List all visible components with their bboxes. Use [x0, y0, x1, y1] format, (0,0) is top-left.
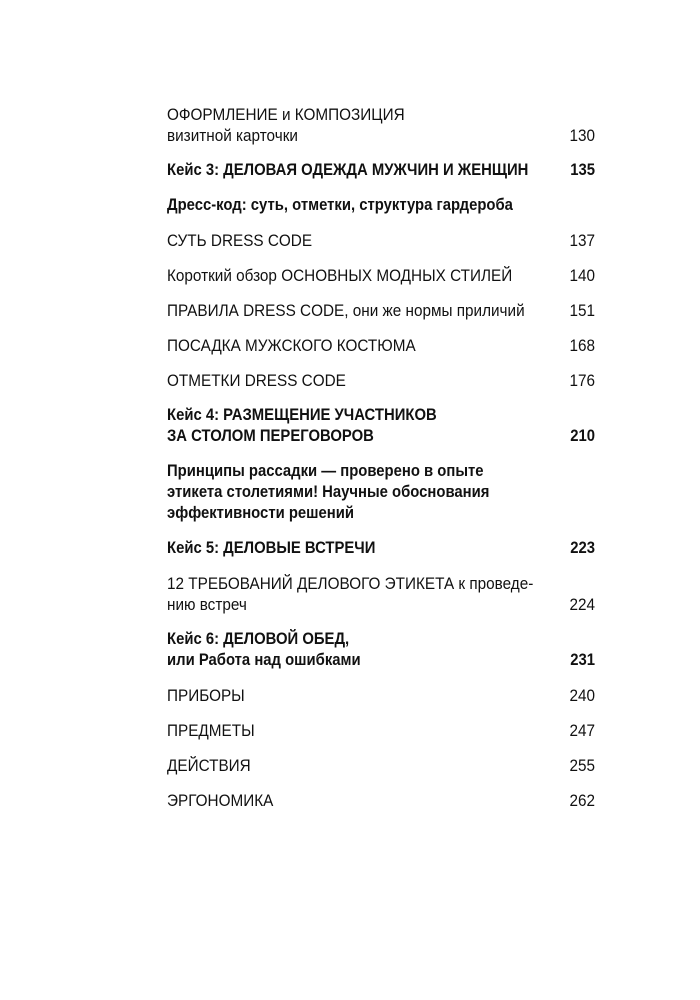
table-of-contents	[167, 104, 595, 825]
toc-entry[interactable]	[167, 104, 595, 146]
toc-entry-title	[167, 720, 498, 741]
toc-title-line: Принципы рассадки — проверено в опыте	[167, 462, 484, 480]
toc-entry-title	[167, 405, 498, 447]
toc-case-entry[interactable]	[167, 629, 595, 671]
toc-page-number: 176	[569, 371, 595, 390]
toc-entry[interactable]	[167, 230, 595, 251]
toc-title-line: эффективности решений	[167, 504, 355, 522]
toc-page-number: 240	[569, 686, 595, 705]
toc-title-line: Кейс 3: ДЕЛОВАЯ ОДЕЖДА МУЖЧИН И ЖЕНЩИН	[167, 161, 529, 179]
toc-title-line: 12 ТРЕБОВАНИЙ ДЕЛОВОГО ЭТИКЕТА к проведе-	[167, 574, 534, 593]
toc-entry-title	[167, 629, 498, 671]
toc-case-entry[interactable]	[167, 405, 595, 447]
toc-title-line: ОТМЕТКИ DRESS CODE	[167, 371, 346, 390]
toc-entry-title	[167, 160, 529, 181]
toc-page-number: 210	[570, 427, 595, 445]
toc-page-number: 168	[569, 336, 595, 355]
toc-title-line: ЭРГОНОМИКА	[167, 791, 274, 810]
toc-page-number: 223	[570, 539, 595, 557]
toc-page-number: 247	[569, 721, 595, 740]
toc-entry[interactable]	[167, 300, 595, 321]
toc-title-line: Кейс 6: ДЕЛОВОЙ ОБЕД,	[167, 630, 350, 648]
toc-title-line: визитной карточки	[167, 126, 298, 145]
toc-case-entry[interactable]	[167, 538, 595, 559]
toc-entry-title	[167, 370, 498, 391]
toc-title-line: ДЕЙСТВИЯ	[167, 756, 251, 775]
toc-page-number: 135	[570, 161, 595, 179]
toc-title-line: ПРАВИЛА DRESS CODE, они же нормы приличий	[167, 301, 525, 320]
toc-title-line: ОФОРМЛЕНИЕ и КОМПОЗИЦИЯ	[167, 105, 405, 124]
toc-page-number: 130	[569, 126, 595, 145]
toc-title-line: или Работа над ошибками	[167, 651, 361, 669]
toc-title-line: Дресс-код: суть, отметки, структура гардероба	[167, 196, 513, 214]
toc-entry-title	[167, 755, 498, 776]
toc-entry-title	[167, 461, 498, 524]
toc-title-line: ПРИБОРЫ	[167, 686, 245, 705]
toc-page-number: 262	[569, 791, 595, 810]
toc-entry[interactable]	[167, 790, 595, 811]
toc-subheading	[167, 461, 595, 524]
toc-entry-title	[167, 195, 513, 216]
toc-title-line: Кейс 5: ДЕЛОВЫЕ ВСТРЕЧИ	[167, 539, 376, 557]
toc-entry-title	[167, 265, 513, 286]
toc-entry-title	[167, 573, 534, 615]
toc-entry[interactable]	[167, 573, 595, 615]
toc-page-number: 224	[569, 595, 595, 614]
toc-entry-title	[167, 300, 525, 321]
toc-title-line: ПРЕДМЕТЫ	[167, 721, 255, 740]
toc-title-line: ПОСАДКА МУЖСКОГО КОСТЮМА	[167, 336, 416, 355]
toc-entry-title	[167, 104, 498, 146]
toc-entry-title	[167, 790, 498, 811]
toc-entry[interactable]	[167, 370, 595, 391]
toc-entry[interactable]	[167, 685, 595, 706]
toc-title-line: ЗА СТОЛОМ ПЕРЕГОВОРОВ	[167, 427, 374, 445]
toc-entry-title	[167, 335, 498, 356]
toc-case-entry[interactable]	[167, 160, 595, 181]
toc-page-number: 140	[569, 266, 595, 285]
toc-title-line: нию встреч	[167, 595, 247, 614]
toc-title-line: Короткий обзор ОСНОВНЫХ МОДНЫХ СТИЛЕЙ	[167, 266, 513, 285]
toc-entry-title	[167, 685, 498, 706]
toc-subheading	[167, 195, 595, 216]
toc-page-number: 231	[570, 651, 595, 669]
toc-page-number: 255	[569, 756, 595, 775]
toc-page-number: 137	[569, 231, 595, 250]
toc-entry-title	[167, 230, 498, 251]
toc-entry[interactable]	[167, 335, 595, 356]
toc-title-line: СУТЬ DRESS CODE	[167, 231, 313, 250]
toc-title-line: этикета столетиями! Научные обоснования	[167, 483, 490, 501]
toc-page-number: 151	[569, 301, 595, 320]
toc-entry[interactable]	[167, 720, 595, 741]
toc-entry[interactable]	[167, 265, 595, 286]
toc-title-line: Кейс 4: РАЗМЕЩЕНИЕ УЧАСТНИКОВ	[167, 406, 437, 424]
toc-entry-title	[167, 538, 498, 559]
toc-entry[interactable]	[167, 755, 595, 776]
